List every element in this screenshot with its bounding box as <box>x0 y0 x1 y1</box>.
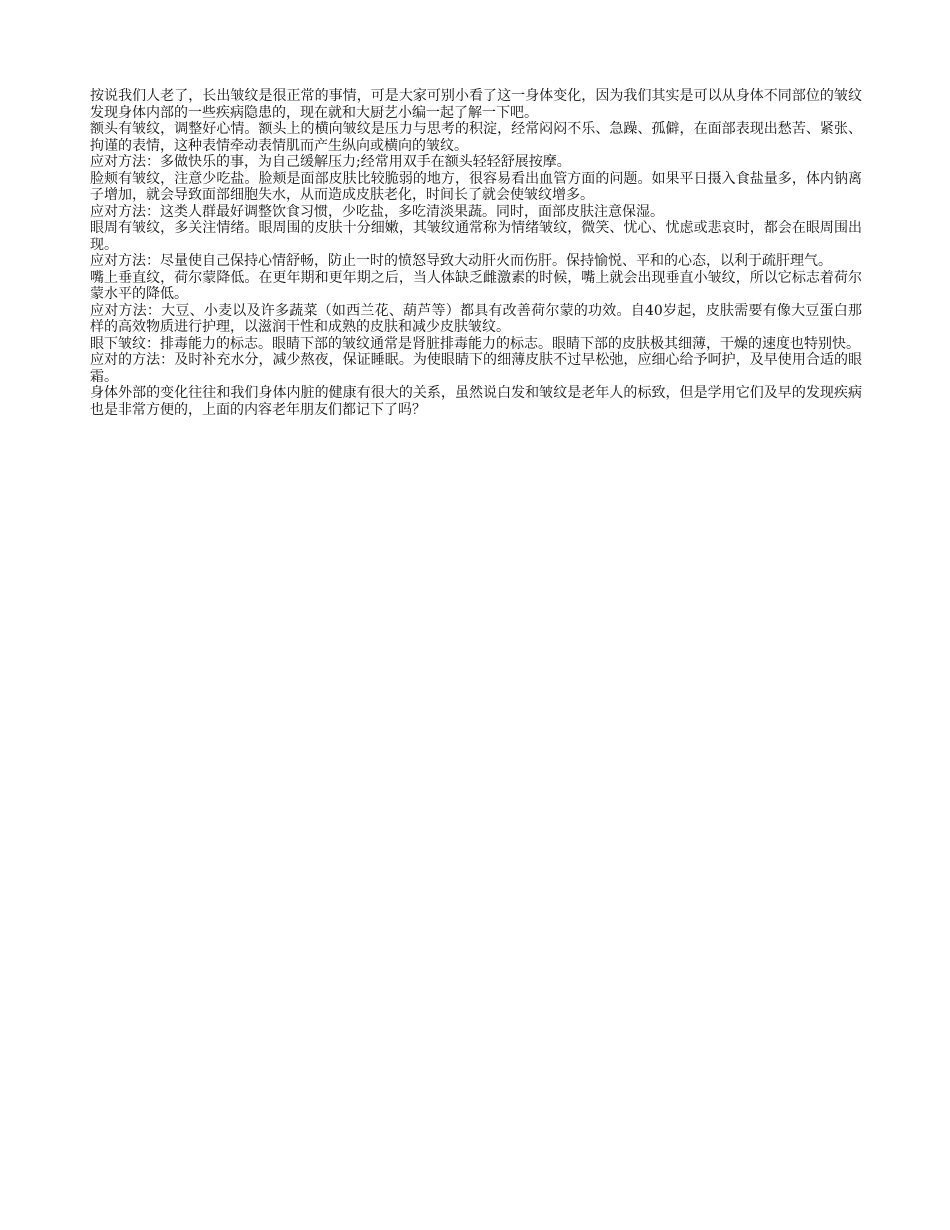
mouth-remedy-paragraph: 应对方法：大豆、小麦以及许多蔬菜（如西兰花、葫芦等）都具有改善荷尔蒙的功效。自40岁起，皮肤需要有像大豆蛋白那样的高效物质进行护理，以滋润干性和成熟的皮肤和减少皮肤皱纹。 <box>90 302 862 335</box>
under-eye-wrinkle-paragraph: 眼下皱纹：排毒能力的标志。眼睛下部的皱纹通常是肾脏排毒能力的标志。眼睛下部的皮肤极其细薄，干燥的速度也特别快。 <box>90 335 860 352</box>
under-eye-remedy-paragraph: 应对的方法：及时补充水分，减少熬夜，保证睡眠。为使眼睛下的细薄皮肤不过早松弛，应细心给予呵护，及早使用合适的眼霜。 <box>90 352 862 385</box>
eye-wrinkle-paragraph: 眼周有皱纹，多关注情绪。眼周围的皮肤十分细嫩，其皱纹通常称为情绪皱纹，微笑、忧心、忧虑或悲哀时，都会在眼周围出现。 <box>90 220 862 253</box>
conclusion-paragraph: 身体外部的变化往往和我们身体内脏的健康有很大的关系，虽然说白发和皱纹是老年人的标致，但是学用它们及早的发现疾病也是非常方便的，上面的内容老年朋友们都记下了吗？ <box>90 385 862 418</box>
forehead-remedy-paragraph: 应对方法：多做快乐的事，为自己缓解压力;经常用双手在额头轻轻舒展按摩。 <box>90 154 571 170</box>
eye-remedy-paragraph: 应对方法：尽量使自己保持心情舒畅，防止一时的愤怒导致大动肝火而伤肝。保持愉悦、平和的心态，以利于疏肝理气。 <box>90 253 832 269</box>
cheek-remedy-paragraph: 应对方法：这类人群最好调整饮食习惯，少吃盐，多吃清淡果蔬。同时，面部皮肤注意保湿。 <box>90 203 664 220</box>
cheek-wrinkle-paragraph: 脸颊有皱纹，注意少吃盐。脸颊是面部皮肤比较脆弱的地方，很容易看出血管方面的问题。如果平日摄入食盐量多，体内钠离子增加，就会导致面部细胞失水，从而造成皮肤老化，时间长了就会使皱纹增多。 <box>90 170 862 203</box>
forehead-wrinkle-paragraph: 额头有皱纹，调整好心情。额头上的横向皱纹是压力与思考的积淀，经常闷闷不乐、急躁、孤僻，在面部表现出愁苦、紧张、拘谨的表情，这种表情牵动表情肌而产生纵向或横向的皱纹。 <box>90 121 862 154</box>
mouth-wrinkle-paragraph: 嘴上垂直纹，荷尔蒙降低。在更年期和更年期之后，当人体缺乏雌激素的时候，嘴上就会出现垂直小皱纹，所以它标志着荷尔蒙水平的降低。 <box>90 269 862 302</box>
intro-paragraph: 按说我们人老了，长出皱纹是很正常的事情，可是大家可别小看了这一身体变化，因为我们其实是可以从身体不同部位的皱纹发现身体内部的一些疾病隐患的，现在就和大厨艺小编一起了解一下吧。 <box>90 88 862 121</box>
document-page <box>90 88 862 418</box>
